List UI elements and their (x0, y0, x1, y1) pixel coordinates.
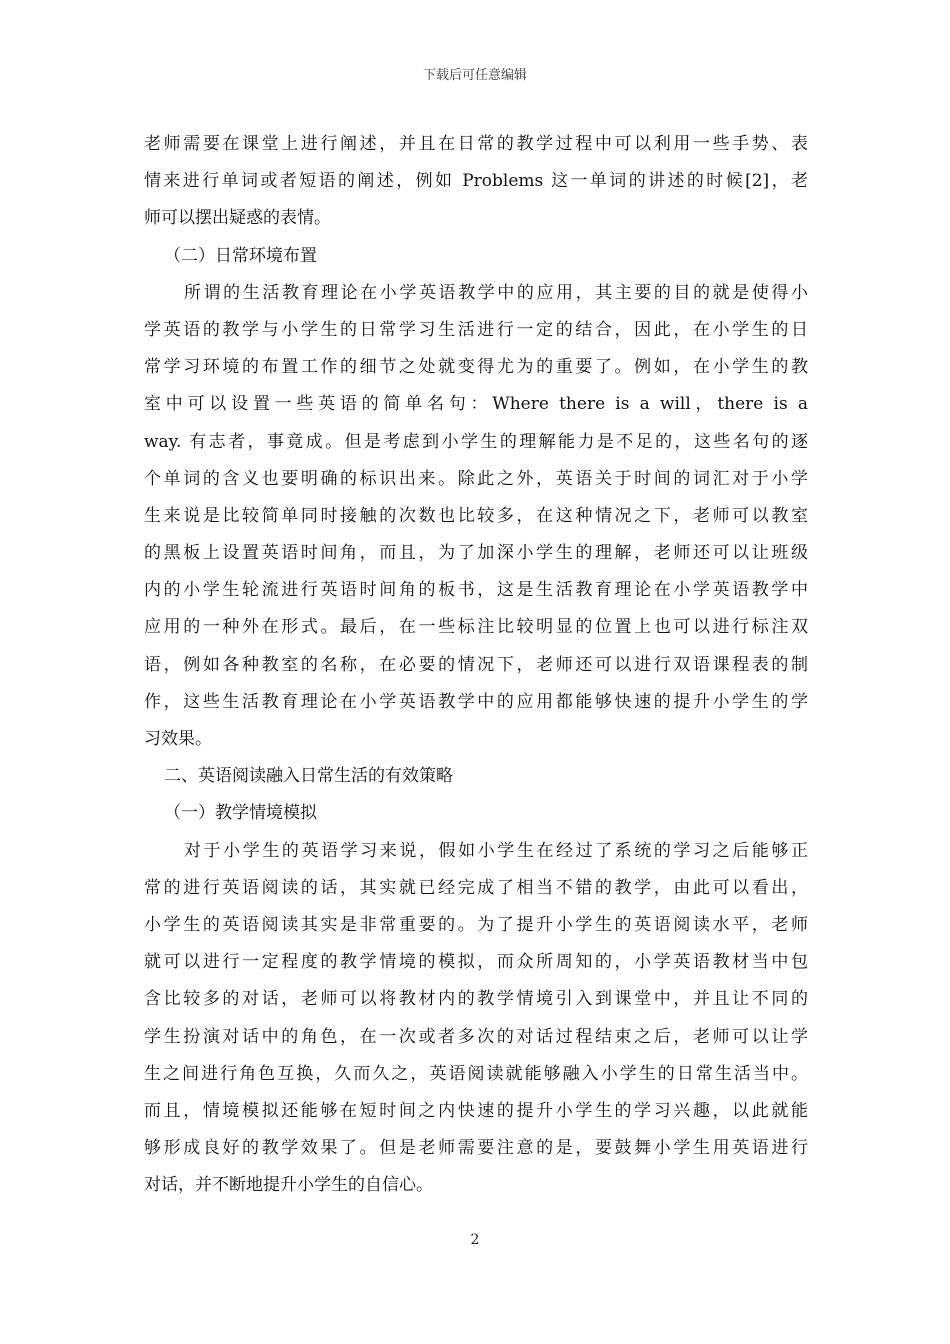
section-heading: （一）教学情境模拟 (164, 803, 317, 824)
text-line: 的黑板上设置英语时间角，而且，为了加深小学生的理解，老师还可以让班级 (144, 543, 808, 564)
text-line: 而且，情境模拟还能够在短时间之内快速的提升小学生的学习兴趣，以此就能 (144, 1100, 808, 1121)
text-line: 师可以摆出疑惑的表情。 (144, 208, 331, 229)
text-line: 应用的一种外在形式。最后，在一些标注比较明显的位置上也可以进行标注双 (144, 617, 808, 638)
section-heading: （二）日常环境布置 (164, 245, 317, 266)
page-number: 2 (470, 1232, 480, 1248)
text-line: 内的小学生轮流进行英语时间角的板书，这是生活教育理论在小学英语教学中 (144, 580, 808, 601)
text-line: 生之间进行角色互换，久而久之，英语阅读就能够融入小学生的日常生活当中。 (144, 1063, 808, 1084)
text-line: 所谓的生活教育理论在小学英语教学中的应用，其主要的目的就是使得小 (184, 282, 808, 303)
page-header: 下载后可任意编辑 (422, 68, 527, 83)
text-line: 老师需要在课堂上进行阐述，并且在日常的教学过程中可以利用一些手势、表 (144, 134, 808, 154)
text-line: 情来进行单词或者短语的阐述，例如 Problems 这一单词的讲述的时候[2]，老 (144, 171, 808, 192)
text-line: 生来说是比较简单同时接触的次数也比较多，在这种情况之下，老师可以教室 (144, 505, 808, 526)
text-line: way. 有志者，事竟成。但是考虑到小学生的理解能力是不足的，这些名句的逐 (144, 431, 808, 452)
text-line: 作，这些生活教育理论在小学英语教学中的应用都能够快速的提升小学生的学 (144, 691, 808, 712)
text-line: 小学生的英语阅读其实是非常重要的。为了提升小学生的英语阅读水平，老师 (144, 914, 808, 935)
section-heading: 二、英语阅读融入日常生活的有效策略 (164, 766, 453, 787)
text-line: 学生扮演对话中的角色，在一次或者多次的对话过程结束之后，老师可以让学 (144, 1026, 808, 1047)
text-line: 对话，并不断地提升小学生的自信心。 (144, 1175, 433, 1196)
document-body (144, 126, 808, 1204)
text-line: 室中可以设置一些英语的简单名句：Where there is a will，there is a (144, 394, 808, 415)
text-line: 够形成良好的教学效果了。但是老师需要注意的是，要鼓舞小学生用英语进行 (144, 1138, 808, 1159)
text-line: 学英语的教学与小学生的日常学习生活进行一定的结合，因此，在小学生的日 (144, 319, 808, 340)
text-line: 常的进行英语阅读的话，其实就已经完成了相当不错的教学，由此可以看出， (144, 877, 808, 898)
text-line: 对于小学生的英语学习来说，假如小学生在经过了系统的学习之后能够正 (184, 840, 808, 861)
text-line: 含比较多的对话，老师可以将教材内的教学情境引入到课堂中，并且让不同的 (144, 989, 808, 1010)
text-line: 就可以进行一定程度的教学情境的模拟，而众所周知的，小学英语教材当中包 (144, 952, 808, 973)
text-line: 语，例如各种教室的名称，在必要的情况下，老师还可以进行双语课程表的制 (144, 654, 808, 675)
text-line: 个单词的含义也要明确的标识出来。除此之外，英语关于时间的词汇对于小学 (144, 468, 808, 489)
text-line: 常学习环境的布置工作的细节之处就变得尤为的重要了。例如，在小学生的教 (144, 357, 808, 378)
text-line: 习效果。 (144, 729, 212, 749)
